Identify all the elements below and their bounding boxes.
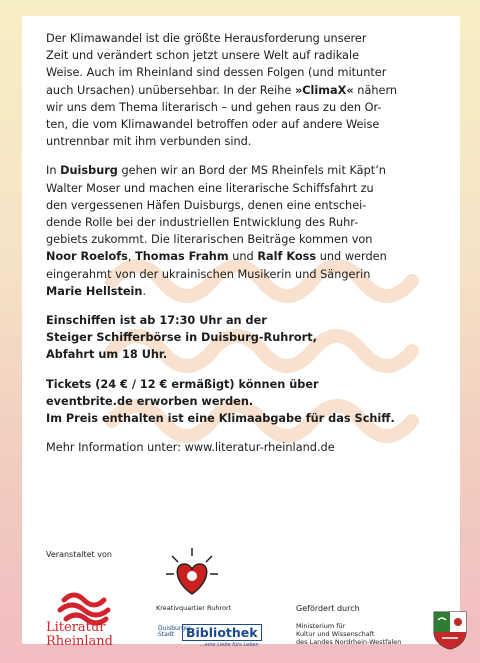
- kreativquartier-heart-icon: [164, 546, 220, 602]
- text-line: Marie Hellstein.: [46, 284, 147, 298]
- text-line: gebiets zukommt. Die literarischen Beiträge kommen von: [46, 233, 373, 247]
- text-line: Noor Roelofs, Thomas Frahm und Ralf Koss und werden: [46, 250, 387, 264]
- article-body: [22, 16, 460, 456]
- event-paragraph: [46, 162, 446, 300]
- kreativquartier-label: Kreativquartier Ruhrort: [156, 604, 232, 612]
- literatur-rheinland-wordmark: Literatur Rheinland: [46, 620, 113, 649]
- funded-by-label: Gefördert durch: [296, 604, 360, 613]
- text-line: Der Klimawandel ist die größte Herausforderung unserer: [46, 32, 367, 45]
- stadtbibliothek-logo: Duisburger Stadt Bibliothek ...eine Liebe fürs Leben: [158, 624, 288, 652]
- author-name: Thomas Frahm: [135, 250, 229, 264]
- text-line: Walter Moser und machen eine literarische Schiffsfahrt zu: [46, 181, 374, 195]
- text-line: wir uns dem Thema literarisch – und gehen raus zu den Or-: [46, 100, 382, 114]
- text-line: eingerahmt von der ukrainischen Musikerin und Sängerin: [46, 267, 371, 281]
- nrw-coat-of-arms-icon: [432, 610, 468, 650]
- text-line: Zeit und verändert schon jetzt unsere Welt auf radikale: [46, 49, 360, 63]
- content-card: [22, 16, 460, 649]
- text-line: den vergessenen Häfen Duisburgs, denen eine entschei-: [46, 198, 367, 212]
- text-line: Weise. Auch im Rheinland sind dessen Folgen (und mitunter: [46, 66, 387, 80]
- ticket-info: Tickets (24 € / 12 € ermäßigt) können über eventbrite.de erworben werden. Im Preis enthalten ist eine Klimaabgabe für das Schiff.: [46, 377, 395, 426]
- city-name: Duisburg: [60, 164, 118, 178]
- intro-paragraph: [46, 30, 446, 150]
- text-line: dende Rolle bei der industriellen Entwicklung des Ruhr-: [46, 216, 359, 230]
- text-line: untrennbar mit ihm verbunden sind.: [46, 135, 252, 149]
- ministry-text: Ministerium für Kultur und Wissenschaft des Landes Nordrhein-Westfalen: [296, 622, 402, 646]
- more-info-line: Mehr Information unter: www.literatur-rheinland.de: [46, 441, 335, 455]
- musician-name: Marie Hellstein: [46, 284, 143, 298]
- text-line: auch Ursachen) unübersehbar. In der Reihe »ClimaX« nähern: [46, 83, 398, 97]
- author-name: Noor Roelofs: [46, 250, 128, 264]
- series-name: »ClimaX«: [294, 83, 354, 97]
- boarding-info: Einschiffen ist ab 17:30 Uhr an der Steiger Schifferbörse in Duisburg-Ruhrort, Abfahrt um 18 Uhr.: [46, 314, 317, 362]
- sponsor-footer: [46, 546, 446, 656]
- organized-by-label: Veranstaltet von: [46, 550, 112, 559]
- text-line: ten, die vom Klimawandel betroffen oder auf andere Weise: [46, 118, 380, 132]
- author-name: Ralf Koss: [257, 250, 317, 264]
- text-line: In Duisburg gehen wir an Bord der MS Rheinfels mit Käpt’n: [46, 164, 386, 178]
